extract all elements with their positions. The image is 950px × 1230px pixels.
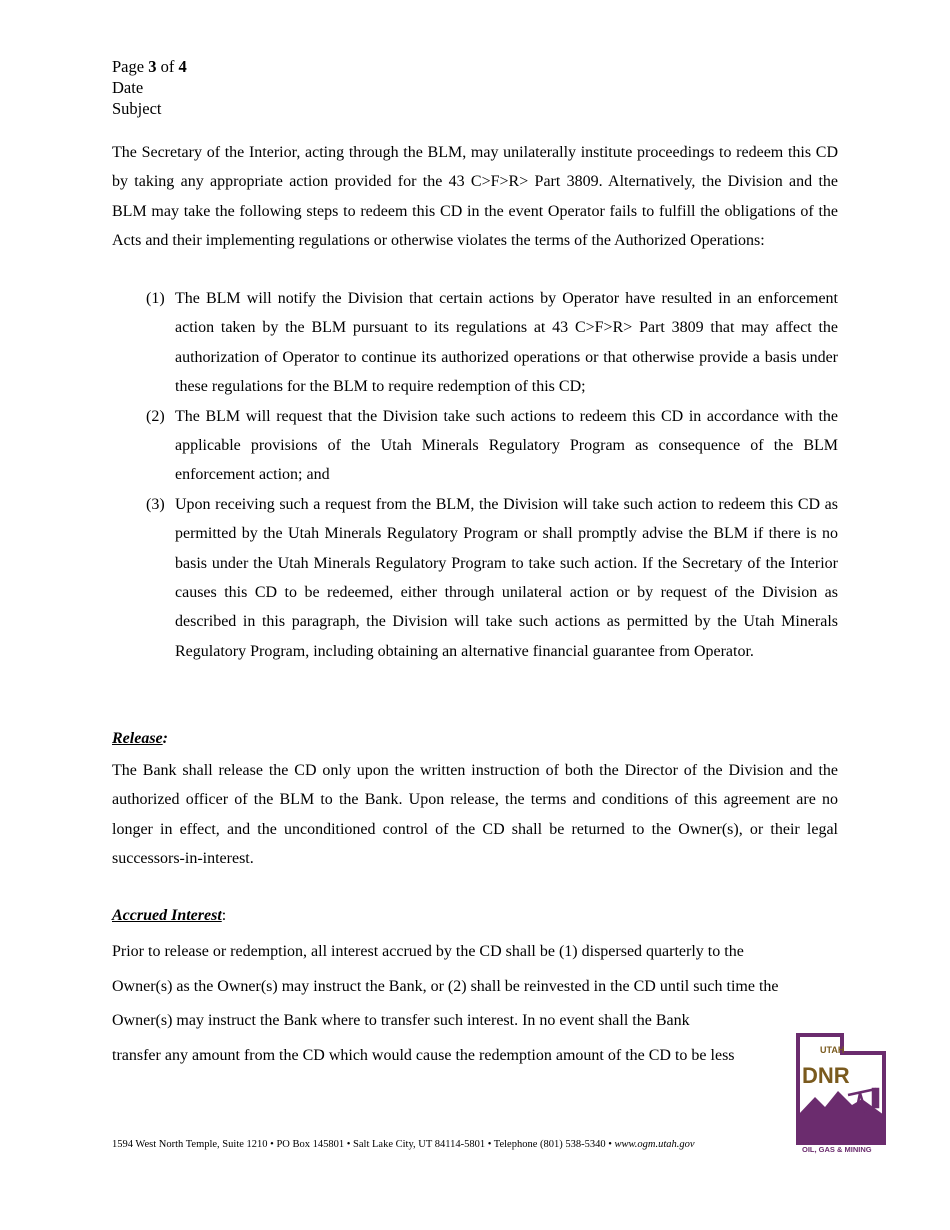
logo-state-text: UTAH	[820, 1045, 845, 1055]
paragraph-line: Owner(s) may instruct the Bank where to transfer such interest. In no event shall the Bank	[112, 1012, 690, 1029]
footer	[112, 1139, 695, 1150]
list-item	[146, 402, 838, 490]
intro-paragraph: The Secretary of the Interior, acting through the BLM, may unilaterally institute proceedings to redeem this CD by taking any appropriate action provided for the 43 C>F>R> Part 3809. Alternatively, the Division and the BLM may take the following steps to redeem this CD in the event Operator fails to fulfill the obligations of the Acts and their implementing regulations or otherwise violates the terms of the Authorized Operations:	[112, 144, 838, 250]
footer-website: www.ogm.utah.gov	[614, 1139, 695, 1150]
date-label: Date	[112, 78, 144, 97]
release-heading: Release:	[112, 730, 168, 747]
release-paragraph: The Bank shall release the CD only upon the written instruction of both the Director of the Division and the authorized officer of the BLM to the Bank. Upon release, the terms and conditions of this agreement are no longer in effect, and the unconditioned control of the CD shall be returned to the Owner(s), or their legal successors-in-interest.	[112, 762, 838, 868]
logo-agency-text: DNR	[802, 1063, 850, 1088]
page-number: Page 3 of 4	[112, 57, 187, 76]
paragraph-line: transfer any amount from the CD which would cause the redemption amount of the CD to be less	[112, 1046, 735, 1064]
list-item	[146, 284, 838, 402]
list-item-number: (2)	[146, 407, 165, 425]
footer-address: 1594 West North Temple, Suite 1210 • PO Box 145801 • Salt Lake City, UT 84114-5801 • Telephone (801) 538-5340 •	[112, 1139, 612, 1150]
list-item-number: (3)	[146, 495, 165, 513]
utah-dnr-logo	[790, 1033, 890, 1155]
subject-label: Subject	[112, 99, 162, 118]
redemption-steps-list	[146, 284, 838, 666]
list-item-number: (1)	[146, 290, 165, 307]
paragraph-line: Owner(s) as the Owner(s) may instruct the Bank, or (2) shall be reinvested in the CD until such time the	[112, 977, 779, 995]
page-header	[112, 56, 187, 119]
accrued-interest-heading: Accrued Interest:	[112, 907, 227, 924]
list-item-text: The BLM will notify the Division that certain actions by Operator have resulted in an enforcement action taken by the BLM pursuant to its regulations at 43 C>F>R> Part 3809 that may affect the authorization of Operator to continue its authorized operations or that otherwise provide a basis under these regulations for the BLM to require redemption of this CD;	[175, 290, 838, 396]
mountain-icon	[798, 1091, 884, 1143]
list-item-text: The BLM will request that the Division take such actions to redeem this CD in accordance with the applicable provisions of the Utah Minerals Regulatory Program as consequence of the BLM enforcement action; and	[175, 407, 838, 484]
paragraph-line: Prior to release or redemption, all interest accrued by the CD shall be (1) dispersed quarterly to the	[112, 943, 744, 960]
list-item	[146, 490, 838, 666]
list-item-text: Upon receiving such a request from the BLM, the Division will take such action to redeem this CD as permitted by the Utah Minerals Regulatory Program or shall promptly advise the BLM if there is no basis under the Utah Minerals Regulatory Program to take such action. If the Secretary of the Interior causes this CD to be redeemed, either through unilateral action or by request of the Division as described in this paragraph, the Division will take such actions as permitted by the Utah Minerals Regulatory Program, including obtaining an alternative financial guarantee from Operator.	[175, 495, 838, 660]
logo-division-text: OIL, GAS & MINING	[802, 1145, 872, 1154]
accrued-interest-paragraph	[112, 935, 838, 1073]
